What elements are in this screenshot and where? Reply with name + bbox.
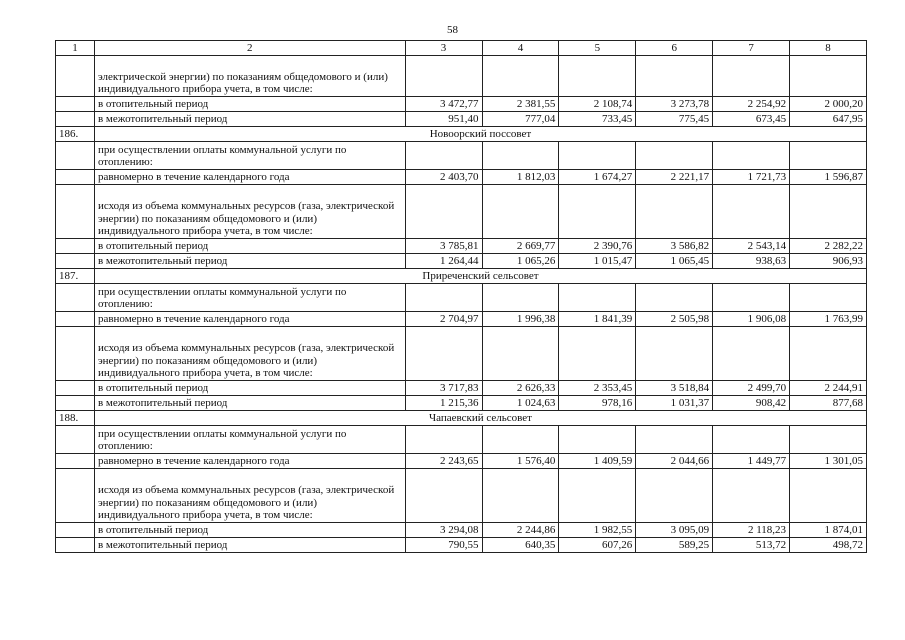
row-label: в межотопительный период [94,396,405,411]
table-row [56,97,867,112]
value-cell: 790,55 [405,538,482,553]
value-cell: 1 812,03 [482,170,559,185]
value-cell: 3 095,09 [636,523,713,538]
row-label: исходя из объема коммунальных ресурсов (газа, электрической энергии) по показаниям общедомового и (или) индивидуального прибора учета, в том числе: [94,469,405,523]
value-cell: 3 586,82 [636,239,713,254]
value-cell: 2 353,45 [559,381,636,396]
value-cell: 1 721,73 [713,170,790,185]
section-header-row [56,127,867,142]
row-label: в межотопительный период [94,538,405,553]
value-cell: 673,45 [713,112,790,127]
table-row [56,170,867,185]
value-cell: 2 221,17 [636,170,713,185]
value-cell: 2 044,66 [636,454,713,469]
value-cell: 498,72 [790,538,867,553]
section-number: 186. [56,127,95,142]
value-cell: 1 264,44 [405,254,482,269]
header-cell: 1 [56,41,95,56]
value-cell: 1 596,87 [790,170,867,185]
value-cell: 2 505,98 [636,312,713,327]
value-cell: 2 390,76 [559,239,636,254]
value-cell: 2 254,92 [713,97,790,112]
table-row [56,254,867,269]
value-cell: 951,40 [405,112,482,127]
section-name: Чапаевский сельсовет [94,411,866,426]
table-row [56,426,867,454]
value-cell: 3 472,77 [405,97,482,112]
value-cell: 978,16 [559,396,636,411]
value-cell: 2 669,77 [482,239,559,254]
value-cell: 1 982,55 [559,523,636,538]
table-row [56,523,867,538]
header-row [56,41,867,56]
value-cell: 2 118,23 [713,523,790,538]
value-cell: 1 906,08 [713,312,790,327]
section-name: Приреченский сельсовет [94,269,866,284]
table-row [56,112,867,127]
header-cell: 5 [559,41,636,56]
table-row [56,239,867,254]
value-cell: 1 024,63 [482,396,559,411]
table-row [56,185,867,239]
row-label: электрической энергии) по показаниям общедомового и (или) индивидуального прибора учета, в том числе: [94,56,405,97]
value-cell: 3 785,81 [405,239,482,254]
section-header-row [56,269,867,284]
value-cell: 908,42 [713,396,790,411]
header-cell: 7 [713,41,790,56]
value-cell: 2 244,91 [790,381,867,396]
value-cell: 2 108,74 [559,97,636,112]
value-cell: 1 874,01 [790,523,867,538]
value-cell: 3 273,78 [636,97,713,112]
row-label: исходя из объема коммунальных ресурсов (газа, электрической энергии) по показаниям общедомового и (или) индивидуального прибора учета, в том числе: [94,327,405,381]
row-label: в отопительный период [94,523,405,538]
value-cell: 777,04 [482,112,559,127]
section-number: 187. [56,269,95,284]
value-cell: 877,68 [790,396,867,411]
table-row [56,284,867,312]
value-cell: 1 841,39 [559,312,636,327]
value-cell: 1 301,05 [790,454,867,469]
row-label: в отопительный период [94,381,405,396]
header-cell: 8 [790,41,867,56]
value-cell: 2 243,65 [405,454,482,469]
table-row [56,381,867,396]
value-cell: 1 015,47 [559,254,636,269]
value-cell: 2 244,86 [482,523,559,538]
value-cell: 607,26 [559,538,636,553]
value-cell: 1 449,77 [713,454,790,469]
row-label: в отопительный период [94,239,405,254]
value-cell: 513,72 [713,538,790,553]
value-cell: 647,95 [790,112,867,127]
value-cell: 1 215,36 [405,396,482,411]
value-cell: 2 704,97 [405,312,482,327]
header-cell: 6 [636,41,713,56]
table-row [56,469,867,523]
value-cell: 2 381,55 [482,97,559,112]
value-cell: 938,63 [713,254,790,269]
value-cell: 775,45 [636,112,713,127]
value-cell: 2 000,20 [790,97,867,112]
table-row [56,56,867,97]
value-cell: 2 499,70 [713,381,790,396]
table-row [56,327,867,381]
value-cell: 589,25 [636,538,713,553]
value-cell: 3 294,08 [405,523,482,538]
value-cell: 2 543,14 [713,239,790,254]
value-cell: 1 065,26 [482,254,559,269]
section-number: 188. [56,411,95,426]
row-label: в межотопительный период [94,112,405,127]
header-cell: 4 [482,41,559,56]
value-cell: 2 282,22 [790,239,867,254]
value-cell: 1 065,45 [636,254,713,269]
section-name: Новоорский поссовет [94,127,866,142]
row-label: равномерно в течение календарного года [94,312,405,327]
row-label: в межотопительный период [94,254,405,269]
value-cell: 1 031,37 [636,396,713,411]
value-cell: 2 626,33 [482,381,559,396]
value-cell: 1 576,40 [482,454,559,469]
value-cell: 906,93 [790,254,867,269]
section-header-row [56,411,867,426]
table-row [56,396,867,411]
table-row [56,538,867,553]
value-cell: 640,35 [482,538,559,553]
value-cell: 1 674,27 [559,170,636,185]
table-row [56,454,867,469]
row-label: при осуществлении оплаты коммунальной услуги по отоплению: [94,284,405,312]
row-label: при осуществлении оплаты коммунальной услуги по отоплению: [94,426,405,454]
table-row [56,312,867,327]
table-row [56,142,867,170]
header-cell: 2 [94,41,405,56]
row-label: в отопительный период [94,97,405,112]
value-cell: 1 763,99 [790,312,867,327]
row-label: при осуществлении оплаты коммунальной услуги по отоплению: [94,142,405,170]
value-cell: 3 717,83 [405,381,482,396]
row-label: исходя из объема коммунальных ресурсов (газа, электрической энергии) по показаниям общедомового и (или) индивидуального прибора учета, в том числе: [94,185,405,239]
tariff-table [55,40,867,553]
value-cell: 3 518,84 [636,381,713,396]
value-cell: 2 403,70 [405,170,482,185]
row-label: равномерно в течение календарного года [94,454,405,469]
value-cell: 733,45 [559,112,636,127]
value-cell: 1 996,38 [482,312,559,327]
row-label: равномерно в течение календарного года [94,170,405,185]
value-cell: 1 409,59 [559,454,636,469]
page-number: 58 [447,24,458,36]
header-cell: 3 [405,41,482,56]
